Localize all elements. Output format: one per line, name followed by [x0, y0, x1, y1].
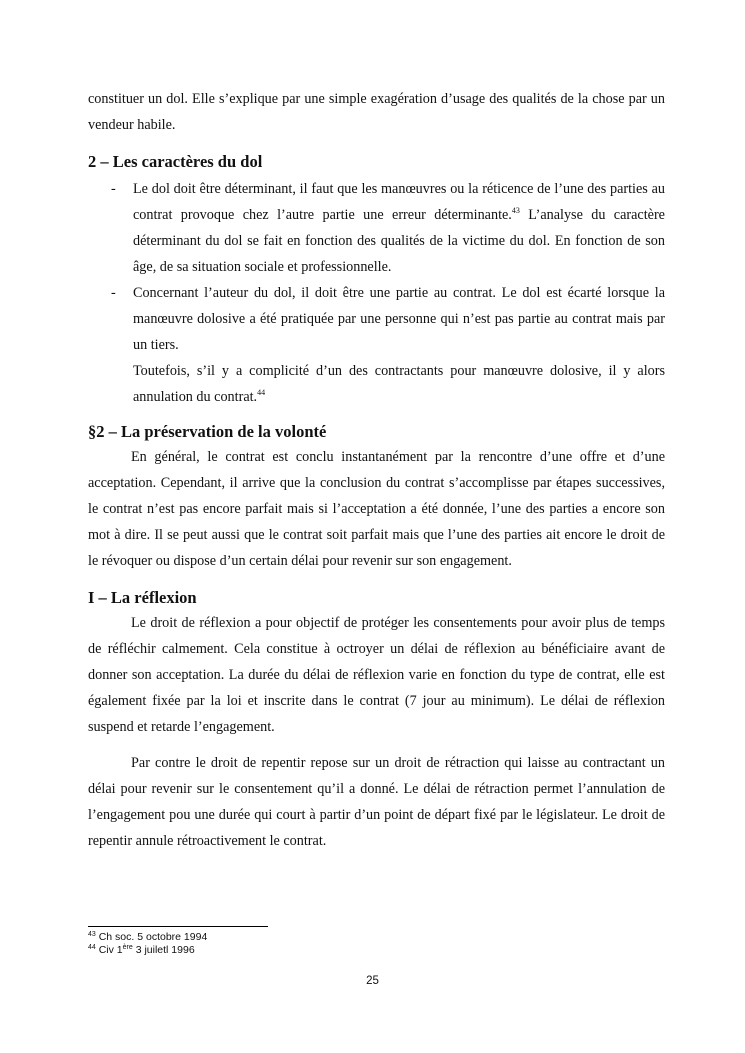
bullet-text: L’analyse du caractère déterminant du dol se fait en fonction des qualités de la victime du dol. En fonction de son âge, de sa situation sociale et professionnelle.: [133, 207, 665, 275]
footnote-superscript: ère: [122, 944, 133, 951]
footnote-number: 43: [88, 931, 96, 938]
footnote-43: [88, 931, 665, 944]
bullet-text: Le dol doit être déterminant, il faut que les manœuvres ou la réticence de l’une des parties au contrat provoque chez l’autre partie une erreur déterminante.: [133, 181, 665, 223]
reflexion-paragraph-2: Par contre le droit de repentir repose sur un droit de rétraction qui laisse au contractant un délai pour revenir sur le consentement qu’il a donné. Le délai de rétraction permet l’annulation de l’engagement pou une durée qui court à partir d’un point de départ fixé par le législateur. Le droit de repentir annule rétroactivement le contrat.: [88, 755, 665, 849]
list-item: [88, 176, 665, 280]
footnote-text: 3 juiletl 1996: [132, 944, 195, 956]
list-item: [88, 280, 665, 358]
preservation-paragraph: En général, le contrat est conclu instantanément par la rencontre d’une offre et d’une acceptation. Cependant, il arrive que la conclusion du contrat s’accomplisse par étapes successives, le contrat n’est pas encore parfait mais si l’acceptation a été donnée, l’une des parties a encore son mot à dire. Il se peut aussi que le contrat soit parfait mais que l’une des parties ait encore le droit de le révoquer ou dispose d’un certain délai pour revenir sur son engagement.: [88, 449, 665, 569]
page-body: [88, 86, 665, 854]
footnotes: [88, 926, 665, 957]
continuation-paragraph: [88, 358, 665, 410]
section-heading-caracteres: 2 – Les caractères du dol: [88, 152, 263, 171]
caracteres-list: [88, 176, 665, 358]
section-heading-preservation: §2 – La préservation de la volonté: [88, 422, 327, 441]
page-number: 25: [366, 975, 379, 987]
footnote-divider: [88, 926, 268, 927]
section-heading-reflexion: I – La réflexion: [88, 588, 197, 607]
bullet-dash: -: [111, 285, 116, 301]
footnote-ref: 44: [257, 388, 266, 397]
bullet-dash: -: [111, 181, 116, 197]
intro-paragraph: constituer un dol. Elle s’explique par une simple exagération d’usage des qualités de la chose par un vendeur habile.: [88, 91, 665, 133]
footnote-text: Ch soc. 5 octobre 1994: [98, 931, 208, 943]
footnote-44: [88, 944, 665, 957]
footnote-text: Civ 1: [98, 944, 123, 956]
reflexion-paragraph-1: Le droit de réflexion a pour objectif de protéger les consentements pour avoir plus de temps de réfléchir calmement. Cela constitue à octroyer un délai de réflexion au bénéficiaire avant de donner son acceptation. La durée du délai de réflexion varie en fonction du type de contrat, elle est également fixée par la loi et inscrite dans le contrat (7 jour au minimum). Le délai de réflexion suspend et retarde l’engagement.: [88, 615, 665, 735]
bullet-text: Concernant l’auteur du dol, il doit être une partie au contrat. Le dol est écarté lorsque la manœuvre dolosive a été pratiquée par une personne qui n’est pas partie au contrat mais par un tiers.: [133, 285, 665, 353]
footnote-ref: 43: [511, 206, 520, 215]
continuation-text: Toutefois, s’il y a complicité d’un des contractants pour manœuvre dolosive, il y alors annulation du contrat.: [133, 363, 665, 405]
footnote-number: 44: [88, 944, 96, 951]
